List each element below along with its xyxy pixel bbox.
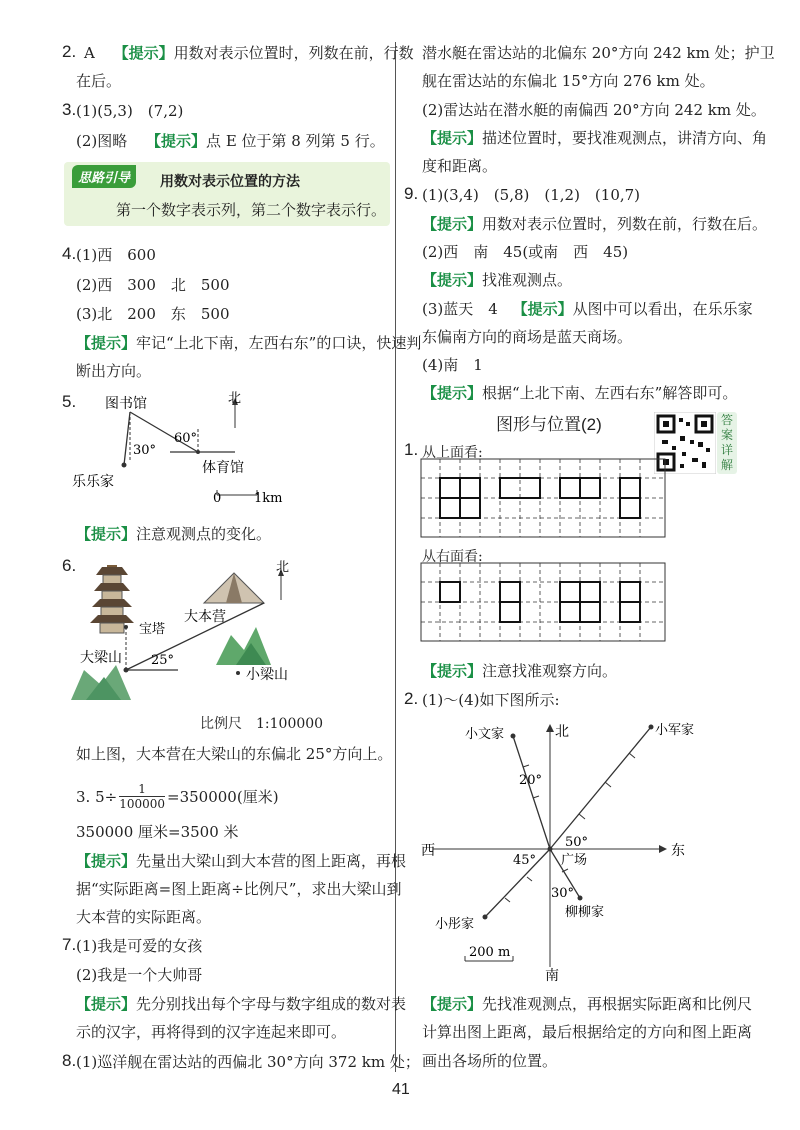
q5-diagram [60, 390, 380, 510]
q7-line2: (2)我是一个大帅哥 [76, 966, 203, 984]
q3-part2: (2)图略 【提示】点 E 位于第 8 列第 5 行。 [76, 132, 385, 150]
q5-number: 5. [62, 392, 77, 411]
q2-number: 2. [62, 42, 77, 61]
q9-hint2: 【提示】找准观测点。 [422, 271, 573, 289]
angle-30: 30° [133, 443, 157, 458]
north-label: 北 [228, 391, 242, 406]
q9-hint4: 【提示】根据“上北下南、左西右东”解答即可。 [422, 384, 738, 402]
hint-label: 【提示】 [76, 852, 137, 870]
gym-label: 体育馆 [202, 460, 244, 476]
r2-hint: 【提示】先找准观测点，再根据实际距离和比例尺 [422, 995, 753, 1013]
q8-hint-cont: 度和距离。 [422, 157, 498, 175]
q4-line3: (3)北 200 东 500 [76, 305, 230, 323]
q9-line1: (1)(3,4) (5,8) (1,2) (10,7) [422, 186, 641, 204]
q8-hint: 【提示】描述位置时，要找准观测点，讲清方向、角 [422, 129, 768, 147]
angle-45: 45° [513, 853, 537, 868]
r2-number: 2. [404, 689, 419, 708]
angle-20: 20° [519, 773, 543, 788]
xiaotong-label: 小彤家 [435, 917, 475, 932]
q3-part1: (1)(5,3) (7,2) [76, 102, 184, 120]
q2-answer: A 【提示】用数对表示位置时，列数在前，行数 [84, 44, 414, 62]
angle-30: 30° [551, 886, 575, 901]
q6-hint-cont2: 大本营的实际距离。 [76, 908, 212, 926]
scale-km: 1km [254, 491, 283, 506]
pagoda-label: 宝塔 [139, 622, 166, 637]
q4-hint-cont: 断出方向。 [76, 362, 152, 380]
q6-line1: 如上图，大本营在大梁山的东偏北 25°方向上。 [76, 745, 393, 763]
q6-number: 6. [62, 556, 77, 575]
hint-label: 【提示】 [76, 995, 137, 1013]
r2-hint-cont2: 画出各场所的位置。 [422, 1052, 558, 1070]
guide-title: 用数对表示位置的方法 [160, 174, 300, 190]
q6-hint-cont1: 据“实际距离=图上距离÷比例尺”，求出大梁山到 [76, 880, 402, 898]
north-label: 北 [555, 724, 569, 740]
hint-label: 【提示】 [113, 44, 174, 62]
q9-line3-cont: 东偏南方向的商场是蓝天商场。 [422, 328, 633, 346]
r1-top-label: 从上面看: [422, 445, 483, 461]
scale-zero: 0 [213, 491, 222, 506]
north-label: 北 [276, 560, 290, 575]
column-divider [395, 42, 396, 1072]
east-label: 东 [671, 843, 685, 859]
qr-label: 答 案 详 解 [717, 412, 737, 474]
right-view-grid [420, 562, 670, 644]
west-label: 西 [421, 843, 435, 859]
q3-number: 3. [62, 100, 77, 119]
q4-hint: 【提示】牢记“上北下南，左西右东”的口诀，快速判 [76, 334, 422, 352]
tent-icon [204, 573, 264, 603]
r1-hint: 【提示】注意找准观察方向。 [422, 662, 618, 680]
hint-label: 【提示】 [146, 132, 207, 150]
q6-line2: 350000 厘米=3500 米 [76, 823, 239, 841]
xiaowen-label: 小文家 [465, 727, 505, 742]
hint-label: 【提示】 [422, 384, 483, 402]
pagoda-icon [90, 565, 134, 633]
q8-line3: 舰在雷达站的东偏北 15°方向 276 km 处。 [422, 72, 715, 90]
camp-label: 大本营 [184, 609, 226, 625]
south-label: 南 [545, 968, 559, 982]
section-title: 图形与位置(2) [496, 415, 602, 434]
hint-label: 【提示】 [512, 300, 573, 318]
big-mountain-label: 大梁山 [80, 650, 122, 666]
q7-line1: (1)我是可爱的女孩 [76, 937, 203, 955]
q7-hint: 【提示】先分别找出每个字母与数字组成的数对表 [76, 995, 407, 1013]
q8-line4: (2)雷达站在潜水艇的南偏西 20°方向 242 km 处。 [422, 101, 766, 119]
q9-number: 9. [404, 184, 419, 203]
q7-number: 7. [62, 935, 77, 954]
angle-60: 60° [174, 431, 198, 446]
small-mountain-label: 小梁山 [246, 667, 288, 683]
q9-line3: (3)蓝天 4 【提示】从图中可以看出，在乐乐家 [422, 300, 753, 318]
r1-number: 1. [404, 440, 419, 459]
hint-label: 【提示】 [76, 334, 137, 352]
q8-line2: 潜水艇在雷达站的北偏东 20°方向 242 km 处；护卫 [422, 44, 775, 62]
angle-50: 50° [565, 835, 589, 850]
q9-line4: (4)南 1 [422, 356, 483, 374]
liuliu-label: 柳柳家 [565, 905, 605, 920]
guide-tag: 思路引导 [72, 165, 136, 188]
q6-diagram [66, 555, 306, 710]
q6-scale: 比例尺 1:100000 [200, 716, 324, 732]
q9-hint1: 【提示】用数对表示位置时，列数在前，行数在后。 [422, 215, 768, 233]
q8-line1: (1)巡洋舰在雷达站的西偏北 30°方向 372 km 处； [76, 1053, 420, 1071]
hint-label: 【提示】 [76, 525, 137, 543]
top-view-grid [420, 458, 670, 540]
q5-hint: 【提示】注意观测点的变化。 [76, 525, 272, 543]
r2-intro: (1)～(4)如下图所示: [422, 691, 560, 709]
q4-line2: (2)西 300 北 500 [76, 276, 230, 294]
q6-calc: 3. 5÷ $\frac{1}{100000}$ =350000(厘米) [76, 782, 279, 811]
q2-hint-cont: 在后。 [76, 72, 122, 90]
q9-line2: (2)西 南 45(或南 西 45) [422, 243, 629, 261]
q4-line1: (1)西 600 [76, 246, 156, 264]
hint-label: 【提示】 [422, 271, 483, 289]
compass-diagram [415, 712, 705, 982]
library-label: 图书馆 [105, 396, 147, 412]
q8-number: 8. [62, 1051, 77, 1070]
guide-text: 第一个数字表示列，第二个数字表示行。 [116, 201, 387, 219]
r1-right-label: 从右面看: [422, 549, 483, 565]
q7-hint-cont: 示的汉字，再将得到的汉字连起来即可。 [76, 1023, 347, 1041]
angle-25: 25° [151, 653, 175, 668]
page-number: 41 [392, 1081, 410, 1098]
q4-number: 4. [62, 244, 77, 263]
home-label: 乐乐家 [72, 474, 114, 490]
hint-label: 【提示】 [422, 129, 483, 147]
hint-label: 【提示】 [422, 995, 483, 1013]
xiaojun-label: 小军家 [655, 723, 695, 738]
r2-hint-cont1: 计算出图上距离，最后根据给定的方向和图上距离 [422, 1023, 753, 1041]
hint-label: 【提示】 [422, 215, 483, 233]
scale-label: 200 m [469, 945, 511, 960]
hint-label: 【提示】 [422, 662, 483, 680]
q6-hint: 【提示】先量出大梁山到大本营的图上距离，再根 [76, 852, 407, 870]
square-label: 广场 [561, 853, 588, 868]
